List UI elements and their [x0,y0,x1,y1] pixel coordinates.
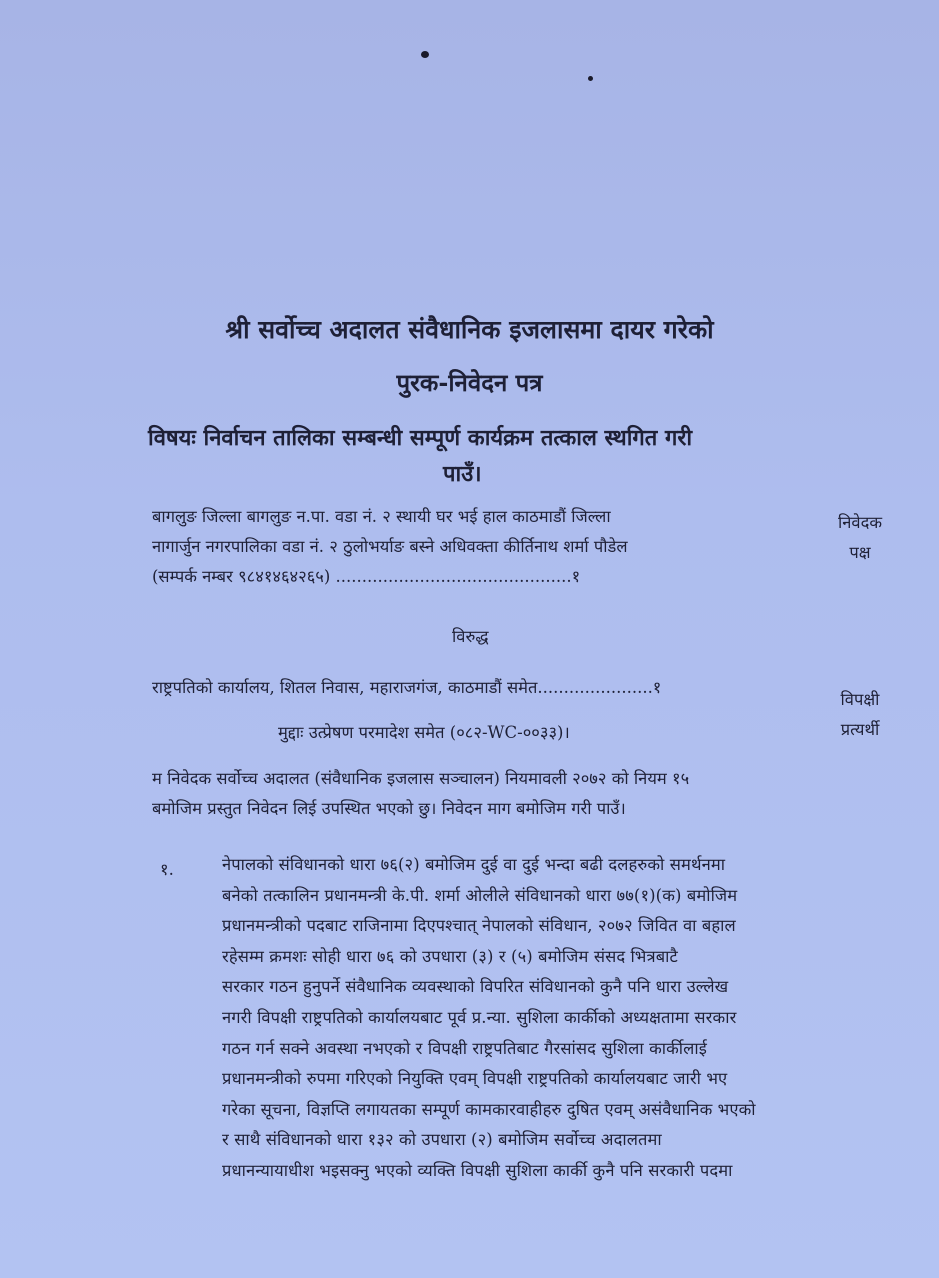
point-line: सरकार गठन हुनुपर्ने संवैधानिक व्यवस्थाको विपरित संविधानको कुनै पनि धारा उल्लेख [222,977,729,997]
point-line: गरेका सूचना, विज्ञप्ति लगायतका सम्पूर्ण कामकारवाहीहरु दुषित एवम् असंवैधानिक भएको [222,1099,756,1119]
point-line: रहेसम्म क्रमशः सोही धारा ७६ को उपधारा (३) र (५) बमोजिम संसद भित्रबाटै [222,946,678,966]
document-subheading: पुरक-निवेदन पत्र [396,368,543,397]
petitioner-line-1: बागलुङ जिल्ला बागलुङ न.पा. वडा नं. २ स्थायी घर भई हाल काठमाडौं जिल्ला [152,507,611,526]
intro-line-2: बमोजिम प्रस्तुत निवेदन लिई उपस्थित भएको छु। निवेदन माग बमोजिम गरी पाउँ। [152,799,626,818]
case-line: मुद्दाः उत्प्रेषण परमादेश समेत (०८२-WC-००३३)। [278,723,570,742]
ink-speck [421,51,429,58]
petitioner-label: निवेदक पक्ष [837,513,883,562]
point-line: बनेको तत्कालिन प्रधानमन्त्री के.पी. शर्मा ओलीले संविधानको धारा ७७(१)(क) बमोजिम [222,885,738,905]
respondent-line-1: राष्ट्रपतिको कार्यालय, शितल निवास, महाराजगंज, काठमाडौं समेत......................१ [152,678,662,697]
petitioner-details [152,502,628,592]
point-number: १. [160,860,174,879]
respondent-details [152,673,661,703]
point-line: प्रधानन्यायाधीश भइसक्नु भएको व्यक्ति विपक्षी सुशिला कार्की कुनै पनि सरकारी पदमा [222,1160,733,1180]
intro-line-1: म निवेदक सर्वोच्च अदालत (संवैधानिक इजलास सञ्चालन) नियमावली २०७२ को नियम १५ [152,769,690,788]
point-line: प्रधानमन्त्रीको रुपमा गरिएको नियुक्ति एवम् विपक्षी राष्ट्रपतिको कार्यालयबाट जारी भए [222,1069,728,1089]
ink-speck [588,76,593,81]
subject-line [148,420,808,492]
point-line: र साथै संविधानको धारा १३२ को उपधारा (२) बमोजिम सर्वोच्च अदालतमा [222,1130,662,1150]
intro-paragraph [152,764,689,824]
petitioner-line-3: (सम्पर्क नम्बर ९८४१४६४२६५) .............................................१ [152,567,581,586]
subject-line-1: विषयः निर्वाचन तालिका सम्बन्धी सम्पूर्ण कार्यक्रम तत्काल स्थगित गरी [148,425,693,451]
point-1-body [222,850,902,1187]
respondent-label: विपक्षी प्रत्यर्थी [840,690,880,739]
subject-line-2: पाउँ। [443,461,482,487]
petitioner-line-2: नागार्जुन नगरपालिका वडा नं. २ ठुलोभर्याङ बस्ने अधिवक्ता कीर्तिनाथ शर्मा पौडेल [152,537,628,556]
point-line: गठन गर्न सक्ने अवस्था नभएको र विपक्षी राष्ट्रपतिबाट गैरसांसद सुशिला कार्कीलाई [222,1038,707,1058]
point-line: नगरी विपक्षी राष्ट्रपतिको कार्यालयबाट पूर्व प्र.न्या. सुशिला कार्कीको अध्यक्षतामा सरकार [222,1007,737,1027]
versus-label: विरुद्ध [452,627,489,646]
document-heading: श्री सर्वोच्च अदालत संवैधानिक इजलासमा दायर गरेको [225,315,714,344]
point-line: नेपालको संविधानको धारा ७६(२) बमोजिम दुई वा दुई भन्दा बढी दलहरुको समर्थनमा [222,855,726,874]
point-line: प्रधानमन्त्रीको पदबाट राजिनामा दिएपश्चात् नेपालको संविधान, २०७२ जिवित वा बहाल [222,916,736,936]
